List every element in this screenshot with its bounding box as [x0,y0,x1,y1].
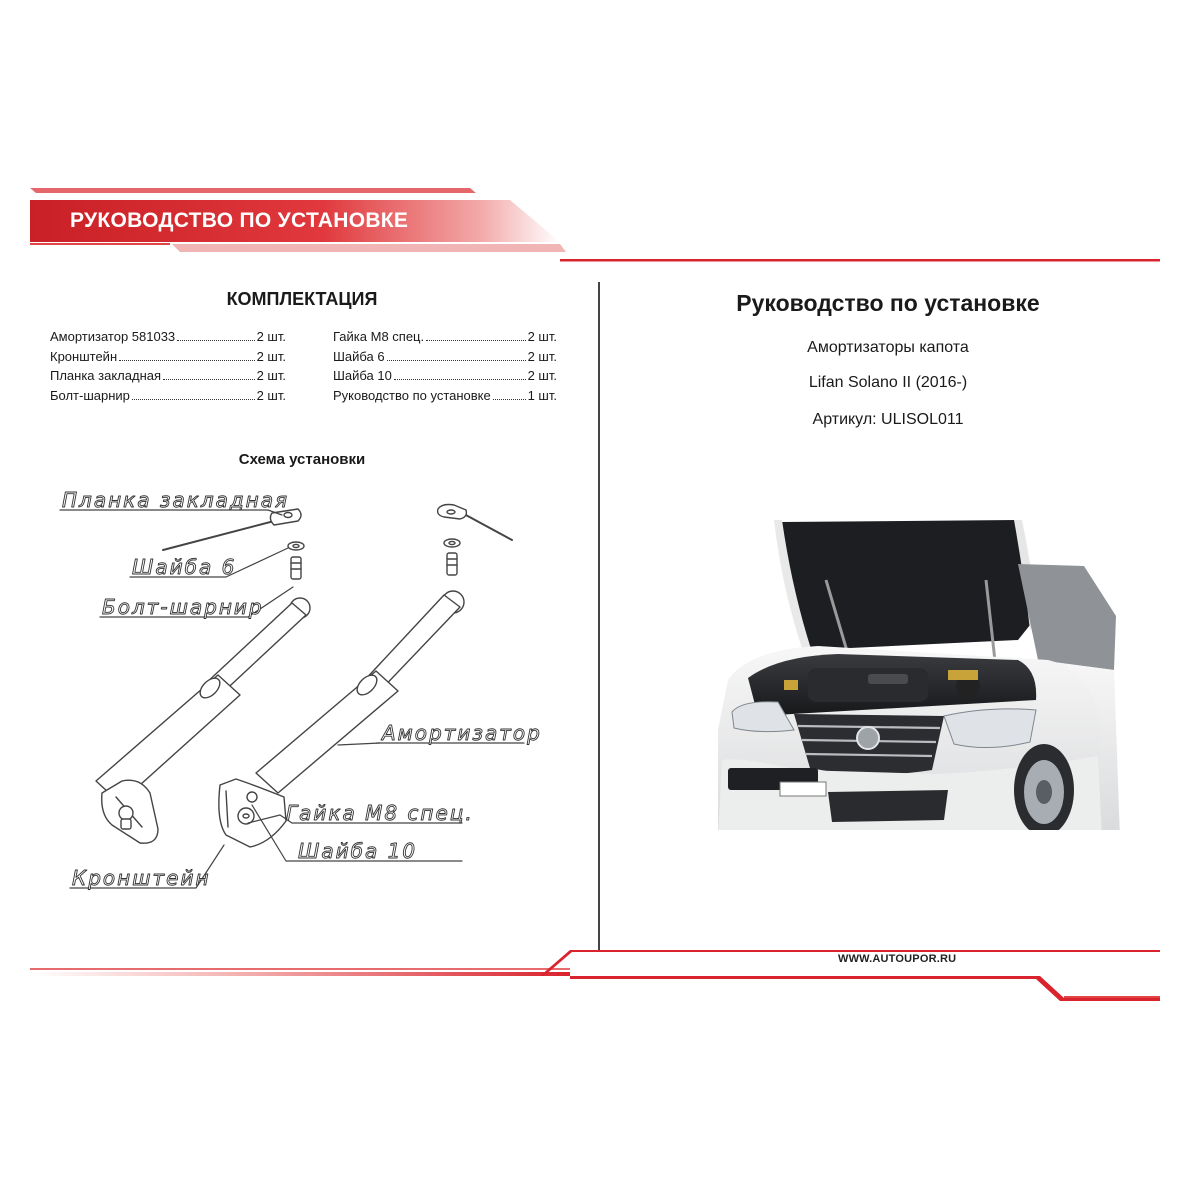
kit-list-left [50,327,286,405]
leader-dots [493,398,526,400]
scheme-heading: Схема установки [238,451,366,468]
kit-item-qty: 1 шт. [527,387,557,403]
kit-item-qty: 2 шт. [256,348,286,364]
label-washer-6: Шайба 6 [132,555,237,579]
kit-item-qty: 2 шт. [256,329,286,344]
leader-dots [119,359,254,361]
kit-item-name: Кронштейн [50,348,118,364]
info-product: Амортизаторы капота [807,339,969,356]
kit-item-name: Болт-шарнир [50,387,130,403]
car-photo [718,520,1120,838]
kit-item [50,347,286,367]
leader-dots [177,339,254,341]
kit-item-qty: 2 шт. [256,368,286,383]
kit-item [50,366,286,386]
kit-item-name: Амортизатор 581033 [50,329,176,344]
kit-item-name: Руководство по установке [333,387,491,403]
kit-item-qty: 2 шт. [527,348,557,364]
kit-item [333,327,557,347]
kit-list-right [333,327,557,405]
kit-item-qty: 2 шт. [527,368,557,383]
column-divider [598,282,600,950]
right-strut-assembly [219,505,512,848]
kit-item [50,386,286,406]
kit-heading: КОМПЛЕКТАЦИЯ [226,289,378,309]
kit-item [50,327,286,347]
footer-url[interactable]: WWW.AUTOUPOR.RU [838,953,957,965]
header-title: РУКОВОДСТВО ПО УСТАНОВКЕ [70,209,409,232]
label-nut: Гайка М8 спец. [286,801,474,825]
kit-item-qty: 2 шт. [256,387,286,403]
info-model: Lifan Solano II (2016-) [808,374,968,391]
label-washer-10: Шайба 10 [298,839,418,863]
label-plate: Планка закладная [62,488,290,512]
label-bolt: Болт-шарнир [102,595,264,619]
kit-item [333,366,557,386]
label-shock: Амортизатор [382,721,542,745]
info-article: Артикул: ULISOL011 [812,411,964,428]
leader-dots [426,339,525,341]
label-bracket: Кронштейн [72,866,211,890]
leader-dots [132,398,255,400]
kit-item-name: Гайка М8 спец. [333,329,425,344]
kit-item [333,386,557,406]
kit-item-qty: 2 шт. [527,329,557,344]
kit-item-name: Шайба 6 [333,348,385,364]
leader-dots [387,359,526,361]
leader-dots [163,378,255,380]
kit-item [333,347,557,367]
leader-dots [394,378,526,380]
footer-band [0,940,1200,1010]
kit-item-name: Шайба 10 [333,368,392,383]
info-title: Руководство по установке [736,290,1040,316]
kit-item-name: Планка закладная [50,368,162,383]
installation-diagram [40,475,560,915]
